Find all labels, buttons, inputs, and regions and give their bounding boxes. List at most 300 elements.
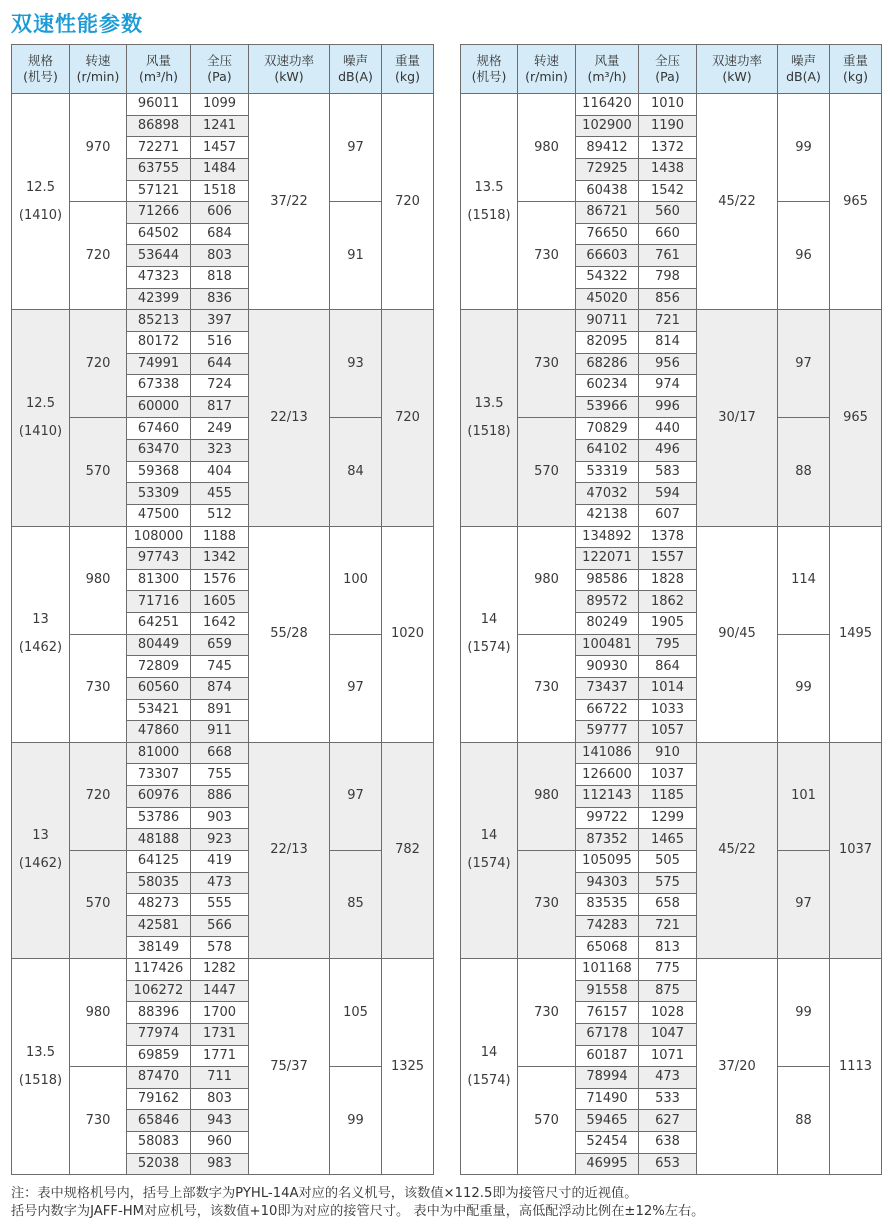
pressure-cell: 440 bbox=[639, 418, 697, 440]
rpm-cell: 730 bbox=[518, 850, 576, 958]
column-header bbox=[461, 45, 518, 94]
pressure-cell: 1457 bbox=[191, 137, 249, 159]
power-cell: 45/22 bbox=[697, 742, 778, 958]
spec-cell bbox=[12, 742, 70, 958]
airflow-cell: 71266 bbox=[127, 202, 191, 224]
rpm-cell: 730 bbox=[518, 634, 576, 742]
spec-cell bbox=[12, 526, 70, 742]
pressure-cell: 627 bbox=[639, 1110, 697, 1132]
airflow-cell: 46995 bbox=[576, 1153, 639, 1175]
table-row bbox=[461, 94, 882, 116]
pressure-cell: 607 bbox=[639, 504, 697, 526]
pressure-cell: 512 bbox=[191, 504, 249, 526]
spec-number: 13.5 bbox=[26, 1044, 55, 1060]
spec-cell bbox=[12, 310, 70, 526]
pressure-cell: 761 bbox=[639, 245, 697, 267]
pressure-cell: 644 bbox=[191, 353, 249, 375]
rpm-cell: 730 bbox=[518, 959, 576, 1067]
airflow-cell: 52454 bbox=[576, 1132, 639, 1154]
pressure-cell: 496 bbox=[639, 440, 697, 462]
pressure-cell: 473 bbox=[639, 1067, 697, 1089]
spec-cell bbox=[12, 959, 70, 1175]
airflow-cell: 89412 bbox=[576, 137, 639, 159]
pressure-cell: 419 bbox=[191, 850, 249, 872]
noise-cell: 99 bbox=[778, 94, 830, 202]
power-cell: 30/17 bbox=[697, 310, 778, 526]
weight-cell: 965 bbox=[830, 310, 882, 526]
airflow-cell: 53309 bbox=[127, 483, 191, 505]
pressure-cell: 1071 bbox=[639, 1045, 697, 1067]
pressure-cell: 817 bbox=[191, 396, 249, 418]
airflow-cell: 45020 bbox=[576, 288, 639, 310]
airflow-cell: 59368 bbox=[127, 461, 191, 483]
spec-sub-number: (1518) bbox=[18, 1072, 63, 1088]
pressure-cell: 1057 bbox=[639, 721, 697, 743]
noise-cell: 114 bbox=[778, 526, 830, 634]
spec-number: 14 bbox=[480, 828, 498, 844]
airflow-cell: 42581 bbox=[127, 915, 191, 937]
column-header-label: 规格 bbox=[476, 53, 502, 68]
table-row bbox=[12, 1067, 434, 1089]
airflow-cell: 59465 bbox=[576, 1110, 639, 1132]
airflow-cell: 47032 bbox=[576, 483, 639, 505]
pressure-cell: 1465 bbox=[639, 829, 697, 851]
pressure-cell: 560 bbox=[639, 202, 697, 224]
rpm-cell: 570 bbox=[518, 418, 576, 526]
spec-number: 14 bbox=[480, 1044, 498, 1060]
table-row bbox=[461, 310, 882, 332]
spec-cell bbox=[461, 742, 518, 958]
airflow-cell: 141086 bbox=[576, 742, 639, 764]
weight-cell: 782 bbox=[382, 742, 434, 958]
column-header-unit: (Pa) bbox=[207, 69, 232, 84]
spec-sub-number: (1410) bbox=[18, 207, 63, 223]
pressure-cell: 721 bbox=[639, 915, 697, 937]
table-row bbox=[12, 526, 434, 548]
airflow-cell: 81300 bbox=[127, 569, 191, 591]
spec-cell bbox=[461, 959, 518, 1175]
column-header bbox=[249, 45, 330, 94]
column-header bbox=[12, 45, 70, 94]
pressure-cell: 1099 bbox=[191, 94, 249, 116]
pressure-cell: 505 bbox=[639, 850, 697, 872]
airflow-cell: 63755 bbox=[127, 158, 191, 180]
airflow-cell: 90711 bbox=[576, 310, 639, 332]
spec-number: 13.5 bbox=[474, 395, 504, 411]
pressure-cell: 1542 bbox=[639, 180, 697, 202]
pressure-cell: 1028 bbox=[639, 1002, 697, 1024]
pressure-cell: 1185 bbox=[639, 786, 697, 808]
pressure-cell: 874 bbox=[191, 677, 249, 699]
pressure-cell: 1771 bbox=[191, 1045, 249, 1067]
airflow-cell: 80449 bbox=[127, 634, 191, 656]
pressure-cell: 1037 bbox=[639, 764, 697, 786]
airflow-cell: 126600 bbox=[576, 764, 639, 786]
weight-cell: 1020 bbox=[382, 526, 434, 742]
pressure-cell: 1378 bbox=[639, 526, 697, 548]
pressure-cell: 1576 bbox=[191, 569, 249, 591]
table-row bbox=[12, 94, 434, 116]
pressure-cell: 960 bbox=[191, 1132, 249, 1154]
airflow-cell: 48273 bbox=[127, 894, 191, 916]
column-header-label: 全压 bbox=[654, 53, 680, 68]
pressure-cell: 974 bbox=[639, 375, 697, 397]
power-cell: 37/22 bbox=[249, 94, 330, 310]
airflow-cell: 73307 bbox=[127, 764, 191, 786]
pressure-cell: 575 bbox=[639, 872, 697, 894]
airflow-cell: 52038 bbox=[127, 1153, 191, 1175]
column-header-unit: (kg) bbox=[843, 69, 868, 84]
pressure-cell: 455 bbox=[191, 483, 249, 505]
airflow-cell: 47860 bbox=[127, 721, 191, 743]
table-row bbox=[461, 634, 882, 656]
pressure-cell: 856 bbox=[639, 288, 697, 310]
pressure-cell: 473 bbox=[191, 872, 249, 894]
column-header bbox=[778, 45, 830, 94]
noise-cell: 97 bbox=[330, 634, 382, 742]
airflow-cell: 64125 bbox=[127, 850, 191, 872]
airflow-cell: 76157 bbox=[576, 1002, 639, 1024]
column-header-unit: (kW) bbox=[722, 69, 752, 84]
pressure-cell: 594 bbox=[639, 483, 697, 505]
column-header-unit: (Pa) bbox=[655, 69, 680, 84]
pressure-cell: 1282 bbox=[191, 959, 249, 981]
table-row bbox=[12, 310, 434, 332]
airflow-cell: 82095 bbox=[576, 331, 639, 353]
airflow-cell: 96011 bbox=[127, 94, 191, 116]
table-row bbox=[12, 418, 434, 440]
airflow-cell: 86898 bbox=[127, 115, 191, 137]
pressure-cell: 323 bbox=[191, 440, 249, 462]
pressure-cell: 911 bbox=[191, 721, 249, 743]
column-header-unit: (m³/h) bbox=[587, 69, 627, 84]
pressure-cell: 566 bbox=[191, 915, 249, 937]
noise-cell: 96 bbox=[778, 202, 830, 310]
airflow-cell: 116420 bbox=[576, 94, 639, 116]
pressure-cell: 1241 bbox=[191, 115, 249, 137]
airflow-cell: 53644 bbox=[127, 245, 191, 267]
airflow-cell: 60976 bbox=[127, 786, 191, 808]
column-header-unit: dB(A) bbox=[786, 69, 821, 84]
airflow-cell: 54322 bbox=[576, 267, 639, 289]
airflow-cell: 88396 bbox=[127, 1002, 191, 1024]
noise-cell: 91 bbox=[330, 202, 382, 310]
pressure-cell: 1447 bbox=[191, 980, 249, 1002]
airflow-cell: 66722 bbox=[576, 699, 639, 721]
column-header bbox=[382, 45, 434, 94]
pressure-cell: 814 bbox=[639, 331, 697, 353]
pressure-cell: 886 bbox=[191, 786, 249, 808]
pressure-cell: 795 bbox=[639, 634, 697, 656]
power-cell: 55/28 bbox=[249, 526, 330, 742]
airflow-cell: 94303 bbox=[576, 872, 639, 894]
airflow-cell: 72809 bbox=[127, 656, 191, 678]
spec-cell bbox=[461, 94, 518, 310]
airflow-cell: 64102 bbox=[576, 440, 639, 462]
airflow-cell: 68286 bbox=[576, 353, 639, 375]
airflow-cell: 76650 bbox=[576, 223, 639, 245]
pressure-cell: 1905 bbox=[639, 613, 697, 635]
spec-sub-number: (1518) bbox=[467, 207, 511, 223]
pressure-cell: 1484 bbox=[191, 158, 249, 180]
performance-table-right bbox=[460, 44, 882, 1175]
rpm-cell: 730 bbox=[518, 202, 576, 310]
column-header-label: 重量 bbox=[842, 53, 868, 68]
pressure-cell: 903 bbox=[191, 807, 249, 829]
airflow-cell: 60000 bbox=[127, 396, 191, 418]
airflow-cell: 67178 bbox=[576, 1023, 639, 1045]
pressure-cell: 1014 bbox=[639, 677, 697, 699]
header-row bbox=[461, 45, 882, 94]
airflow-cell: 58035 bbox=[127, 872, 191, 894]
weight-cell: 1037 bbox=[830, 742, 882, 958]
column-header bbox=[127, 45, 191, 94]
page-title: 双速性能参数 bbox=[11, 12, 143, 36]
airflow-cell: 97743 bbox=[127, 548, 191, 570]
header-row bbox=[12, 45, 434, 94]
column-header-unit: (机号) bbox=[471, 69, 507, 84]
power-cell: 37/20 bbox=[697, 959, 778, 1175]
table-row bbox=[12, 742, 434, 764]
airflow-cell: 53966 bbox=[576, 396, 639, 418]
airflow-cell: 117426 bbox=[127, 959, 191, 981]
rpm-cell: 720 bbox=[70, 742, 127, 850]
rpm-cell: 720 bbox=[70, 202, 127, 310]
pressure-cell: 660 bbox=[639, 223, 697, 245]
pressure-cell: 578 bbox=[191, 937, 249, 959]
airflow-cell: 86721 bbox=[576, 202, 639, 224]
airflow-cell: 60187 bbox=[576, 1045, 639, 1067]
table-row bbox=[461, 202, 882, 224]
airflow-cell: 53421 bbox=[127, 699, 191, 721]
pressure-cell: 1372 bbox=[639, 137, 697, 159]
spec-sub-number: (1574) bbox=[467, 856, 511, 872]
pressure-cell: 891 bbox=[191, 699, 249, 721]
airflow-cell: 69859 bbox=[127, 1045, 191, 1067]
rpm-cell: 730 bbox=[518, 310, 576, 418]
airflow-cell: 105095 bbox=[576, 850, 639, 872]
airflow-cell: 87352 bbox=[576, 829, 639, 851]
column-header-unit: (kg) bbox=[395, 69, 420, 84]
noise-cell: 84 bbox=[330, 418, 382, 526]
column-header-label: 噪声 bbox=[342, 53, 368, 68]
rpm-cell: 980 bbox=[70, 959, 127, 1067]
pressure-cell: 1188 bbox=[191, 526, 249, 548]
rpm-cell: 730 bbox=[70, 1067, 127, 1175]
column-header bbox=[639, 45, 697, 94]
table-row bbox=[461, 1067, 882, 1089]
airflow-cell: 64502 bbox=[127, 223, 191, 245]
spec-number: 12.5 bbox=[26, 395, 55, 411]
airflow-cell: 72271 bbox=[127, 137, 191, 159]
table-row bbox=[12, 634, 434, 656]
airflow-cell: 38149 bbox=[127, 937, 191, 959]
pressure-cell: 923 bbox=[191, 829, 249, 851]
airflow-cell: 71716 bbox=[127, 591, 191, 613]
airflow-cell: 85213 bbox=[127, 310, 191, 332]
spec-number: 13 bbox=[32, 828, 49, 844]
column-header bbox=[830, 45, 882, 94]
pressure-cell: 1557 bbox=[639, 548, 697, 570]
pressure-cell: 910 bbox=[639, 742, 697, 764]
pressure-cell: 516 bbox=[191, 331, 249, 353]
airflow-cell: 63470 bbox=[127, 440, 191, 462]
pressure-cell: 1047 bbox=[639, 1023, 697, 1045]
power-cell: 90/45 bbox=[697, 526, 778, 742]
airflow-cell: 91558 bbox=[576, 980, 639, 1002]
rpm-cell: 570 bbox=[518, 1067, 576, 1175]
airflow-cell: 99722 bbox=[576, 807, 639, 829]
pressure-cell: 1190 bbox=[639, 115, 697, 137]
column-header-label: 转速 bbox=[85, 53, 111, 68]
weight-cell: 720 bbox=[382, 94, 434, 310]
pressure-cell: 943 bbox=[191, 1110, 249, 1132]
weight-cell: 965 bbox=[830, 94, 882, 310]
noise-cell: 101 bbox=[778, 742, 830, 850]
pressure-cell: 1438 bbox=[639, 158, 697, 180]
airflow-cell: 66603 bbox=[576, 245, 639, 267]
spec-cell bbox=[12, 94, 70, 310]
column-header-label: 风量 bbox=[145, 53, 171, 68]
column-header bbox=[70, 45, 127, 94]
airflow-cell: 64251 bbox=[127, 613, 191, 635]
pressure-cell: 836 bbox=[191, 288, 249, 310]
airflow-cell: 60438 bbox=[576, 180, 639, 202]
airflow-cell: 59777 bbox=[576, 721, 639, 743]
pressure-cell: 798 bbox=[639, 267, 697, 289]
spec-cell bbox=[461, 526, 518, 742]
footnote-line-1: 注：表中规格机号内，括号上部数字为PYHL-14A对应的名义机号，该数值×112.5即为接管尺寸的近视值。 bbox=[11, 1186, 638, 1201]
column-header-label: 双速功率 bbox=[711, 53, 762, 68]
noise-cell: 88 bbox=[778, 1067, 830, 1175]
weight-cell: 1495 bbox=[830, 526, 882, 742]
pressure-cell: 1518 bbox=[191, 180, 249, 202]
spec-number: 13 bbox=[32, 612, 49, 628]
rpm-cell: 720 bbox=[70, 310, 127, 418]
noise-cell: 88 bbox=[778, 418, 830, 526]
pressure-cell: 711 bbox=[191, 1067, 249, 1089]
column-header-unit: dB(A) bbox=[338, 69, 373, 84]
pressure-cell: 658 bbox=[639, 894, 697, 916]
pressure-cell: 875 bbox=[639, 980, 697, 1002]
pressure-cell: 397 bbox=[191, 310, 249, 332]
airflow-cell: 134892 bbox=[576, 526, 639, 548]
airflow-cell: 53786 bbox=[127, 807, 191, 829]
airflow-cell: 77974 bbox=[127, 1023, 191, 1045]
column-header-label: 重量 bbox=[394, 53, 420, 68]
power-cell: 75/37 bbox=[249, 959, 330, 1175]
spec-sub-number: (1462) bbox=[18, 856, 63, 872]
pressure-cell: 996 bbox=[639, 396, 697, 418]
noise-cell: 85 bbox=[330, 850, 382, 958]
pressure-cell: 1342 bbox=[191, 548, 249, 570]
noise-cell: 97 bbox=[330, 94, 382, 202]
power-cell: 22/13 bbox=[249, 742, 330, 958]
airflow-cell: 122071 bbox=[576, 548, 639, 570]
rpm-cell: 730 bbox=[70, 634, 127, 742]
noise-cell: 100 bbox=[330, 526, 382, 634]
weight-cell: 720 bbox=[382, 310, 434, 526]
column-header bbox=[576, 45, 639, 94]
airflow-cell: 74991 bbox=[127, 353, 191, 375]
airflow-cell: 58083 bbox=[127, 1132, 191, 1154]
airflow-cell: 101168 bbox=[576, 959, 639, 981]
weight-cell: 1113 bbox=[830, 959, 882, 1175]
rpm-cell: 980 bbox=[70, 526, 127, 634]
airflow-cell: 108000 bbox=[127, 526, 191, 548]
airflow-cell: 74283 bbox=[576, 915, 639, 937]
airflow-cell: 60560 bbox=[127, 677, 191, 699]
pressure-cell: 1700 bbox=[191, 1002, 249, 1024]
pressure-cell: 404 bbox=[191, 461, 249, 483]
pressure-cell: 864 bbox=[639, 656, 697, 678]
pressure-cell: 1605 bbox=[191, 591, 249, 613]
airflow-cell: 89572 bbox=[576, 591, 639, 613]
airflow-cell: 80249 bbox=[576, 613, 639, 635]
weight-cell: 1325 bbox=[382, 959, 434, 1175]
pressure-cell: 721 bbox=[639, 310, 697, 332]
airflow-cell: 102900 bbox=[576, 115, 639, 137]
airflow-cell: 53319 bbox=[576, 461, 639, 483]
table-row bbox=[461, 742, 882, 764]
pressure-cell: 813 bbox=[639, 937, 697, 959]
noise-cell: 93 bbox=[330, 310, 382, 418]
airflow-cell: 78994 bbox=[576, 1067, 639, 1089]
pressure-cell: 1828 bbox=[639, 569, 697, 591]
footnote-line-2: 括号内数字为JAFF-HM对应机号，该数值+10即为对应的接管尺寸。 表中为中配重量，高低配浮动比例在±12%左右。 bbox=[11, 1204, 705, 1219]
pressure-cell: 775 bbox=[639, 959, 697, 981]
table-row bbox=[12, 959, 434, 981]
rpm-cell: 570 bbox=[70, 418, 127, 526]
noise-cell: 105 bbox=[330, 959, 382, 1067]
pressure-cell: 803 bbox=[191, 1088, 249, 1110]
pressure-cell: 745 bbox=[191, 656, 249, 678]
spec-sub-number: (1410) bbox=[18, 423, 63, 439]
airflow-cell: 42138 bbox=[576, 504, 639, 526]
pressure-cell: 638 bbox=[639, 1132, 697, 1154]
noise-cell: 99 bbox=[778, 634, 830, 742]
pressure-cell: 606 bbox=[191, 202, 249, 224]
pressure-cell: 555 bbox=[191, 894, 249, 916]
pressure-cell: 653 bbox=[639, 1153, 697, 1175]
rpm-cell: 980 bbox=[518, 742, 576, 850]
pressure-cell: 1642 bbox=[191, 613, 249, 635]
column-header-label: 转速 bbox=[533, 53, 559, 68]
pressure-cell: 1862 bbox=[639, 591, 697, 613]
column-header-unit: (m³/h) bbox=[138, 69, 179, 84]
power-cell: 22/13 bbox=[249, 310, 330, 526]
table-row bbox=[461, 418, 882, 440]
airflow-cell: 67338 bbox=[127, 375, 191, 397]
noise-cell: 99 bbox=[330, 1067, 382, 1175]
footnote bbox=[11, 1185, 704, 1221]
airflow-cell: 83535 bbox=[576, 894, 639, 916]
airflow-cell: 73437 bbox=[576, 677, 639, 699]
column-header-label: 双速功率 bbox=[263, 53, 314, 68]
airflow-cell: 57121 bbox=[127, 180, 191, 202]
pressure-cell: 583 bbox=[639, 461, 697, 483]
table-row bbox=[461, 526, 882, 548]
airflow-cell: 106272 bbox=[127, 980, 191, 1002]
airflow-cell: 112143 bbox=[576, 786, 639, 808]
spec-number: 12.5 bbox=[26, 179, 55, 195]
rpm-cell: 980 bbox=[518, 526, 576, 634]
column-header-label: 风量 bbox=[594, 53, 620, 68]
table-row bbox=[461, 850, 882, 872]
spec-sub-number: (1518) bbox=[467, 423, 511, 439]
airflow-cell: 42399 bbox=[127, 288, 191, 310]
pressure-cell: 684 bbox=[191, 223, 249, 245]
